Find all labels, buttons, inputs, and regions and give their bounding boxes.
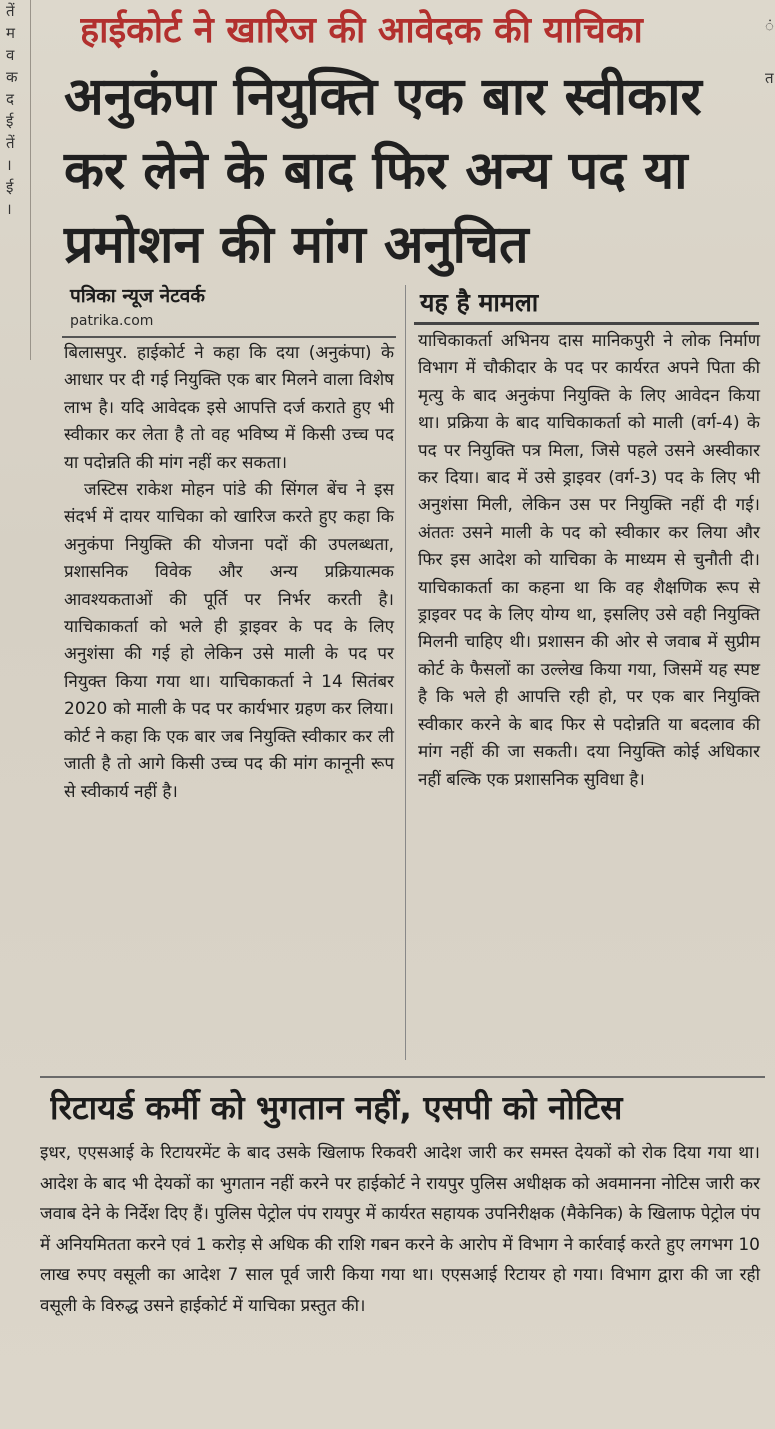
second-article-body [40, 1138, 760, 1321]
article-body [64, 340, 394, 806]
edge-char: । [6, 156, 12, 174]
edge-char: व [6, 46, 15, 64]
edge-char: तें [6, 134, 15, 152]
section-divider [40, 1076, 765, 1078]
sidebar-title-rule [414, 322, 759, 325]
second-headline: रिटायर्ड कर्मी को भुगतान नहीं, एसपी को नोटिस [50, 1088, 623, 1127]
sidebar-body [418, 328, 760, 794]
edge-char: म [6, 24, 15, 42]
edge-char: तें [6, 2, 15, 20]
byline: पत्रिका न्यूज नेटवर्क [70, 285, 205, 307]
adjacent-column-edge-left [0, 0, 31, 360]
edge-char: क [6, 68, 18, 86]
edge-char: । [6, 200, 12, 218]
headline-line: अनुकंपा नियुक्ति एक बार स्वीकार [64, 67, 702, 127]
adjacent-column-edge-right [763, 0, 775, 130]
article-paragraph: बिलासपुर. हाईकोर्ट ने कहा कि दया (अनुकंपा) के आधार पर दी गई नियुक्ति एक बार मिलने वाला विशेष लाभ है। यदि आवेदक इसे आपत्ति दर्ज कराते हुए भी स्वीकार कर लेता है तो वह भविष्य में किसी उच्च पद या पदोन्नति की मांग नहीं कर सकता। [64, 343, 394, 473]
edge-char: ई [6, 112, 14, 130]
second-article-paragraph: इधर, एएसआई के रिटायरमेंट के बाद उसके खिलाफ रिकवरी आदेश जारी कर समस्त देयकों को रोक दिया गया था। आदेश के बाद भी देयकों का भुगतान नहीं करने पर हाईकोर्ट ने रायपुर पुलिस अधीक्षक को अवमानना नोटिस जारी कर जवाब देने के निर्देश दिए हैं। पुलिस पेट्रोल पंप रायपुर में कार्यरत सहायक उपनिरीक्षक (मैकेनिक) के खिलाफ पेट्रोल पंप में अनियमितता करने एवं 1 करोड़ से अधिक की राशि गबन करने के आरोप में विभाग ने कार्रवाई करते हुए लगभग 10 लाख रुपए वसूली का आदेश 7 साल पूर्व जारी किया गया था। एएसआई रिटायर हो गया। विभाग द्वारा की जा रही वसूली के विरुद्ध उसने हाईकोर्ट में याचिका प्रस्तुत की। [40, 1143, 760, 1316]
byline-rule [62, 336, 396, 338]
main-headline [64, 60, 764, 282]
source-url: patrika.com [70, 313, 154, 329]
article-paragraph: जस्टिस राकेश मोहन पांडे की सिंगल बेंच ने इस संदर्भ में दायर याचिका को खारिज करते हुए कहा कि अनुकंपा नियुक्ति की योजना पदों की उपलब्धता, प्रशासनिक विवेक और अन्य प्रक्रियात्मक आवश्यकताओं की पूर्ति पर निर्भर करती है। याचिकाकर्ता को भले ही ड्राइवर के पद के लिए अनुशंसा की गई हो लेकिन उसे माली के पद पर नियुक्त किया गया था। याचिकाकर्ता ने 14 सितंबर 2020 को माली के पद पर कार्यभार ग्रहण कर लिया। कोर्ट ने कहा कि एक बार जब नियुक्ति स्वीकार कर ली जाती है तो आगे किसी उच्च पद की मांग कानूनी रूप से स्वीकार्य नहीं है। [64, 480, 394, 802]
edge-char: द [6, 90, 14, 108]
edge-char: ई [6, 178, 14, 196]
edge-char: त [765, 69, 774, 87]
sidebar-paragraph: याचिकाकर्ता अभिनय दास मानिकपुरी ने लोक निर्माण विभाग में चौकीदार के पद पर कार्यरत अपने पिता की मृत्यु के बाद अनुकंपा नियुक्ति के लिए आवेदन किया था। प्रक्रिया के बाद याचिकाकर्ता को माली (वर्ग-4) के पद पर नियुक्ति पत्र मिला, जिसे पहले उसने अस्वीकार कर दिया। बाद में उसे ड्राइवर (वर्ग-3) पद के लिए भी अनुशंसा मिली, लेकिन उस पर नियुक्ति नहीं दी गई। अंततः उसने माली के पद को स्वीकार कर लिया और फिर इस आदेश को याचिका के माध्यम से चुनौती दी। याचिकाकर्ता का कहना था कि वह शैक्षणिक रूप से ड्राइवर पद के लिए योग्य था, इसलिए उसे वही नियुक्ति मिलनी चाहिए थी। प्रशासन की ओर से जवाब में सुप्रीम कोर्ट के फैसलों का उल्लेख किया गया, जिसमें यह स्पष्ट है कि भले ही आपत्ति रही हो, पर एक बार नियुक्ति स्वीकार करने के बाद फिर से पदोन्नति या बदलाव की मांग नहीं की जा सकती। दया नियुक्ति कोई अधिकार नहीं बल्कि एक प्रशासनिक सुविधा है। [418, 331, 760, 790]
kicker-headline: हाईकोर्ट ने खारिज की आवेदक की याचिका [80, 10, 643, 51]
headline-line: प्रमोशन की मांग अनुचित [64, 215, 529, 275]
edge-char: ं [765, 17, 774, 35]
headline-line: कर लेने के बाद फिर अन्य पद या [64, 141, 688, 201]
column-divider [405, 285, 406, 1060]
sidebar-title: यह है मामला [420, 288, 539, 317]
